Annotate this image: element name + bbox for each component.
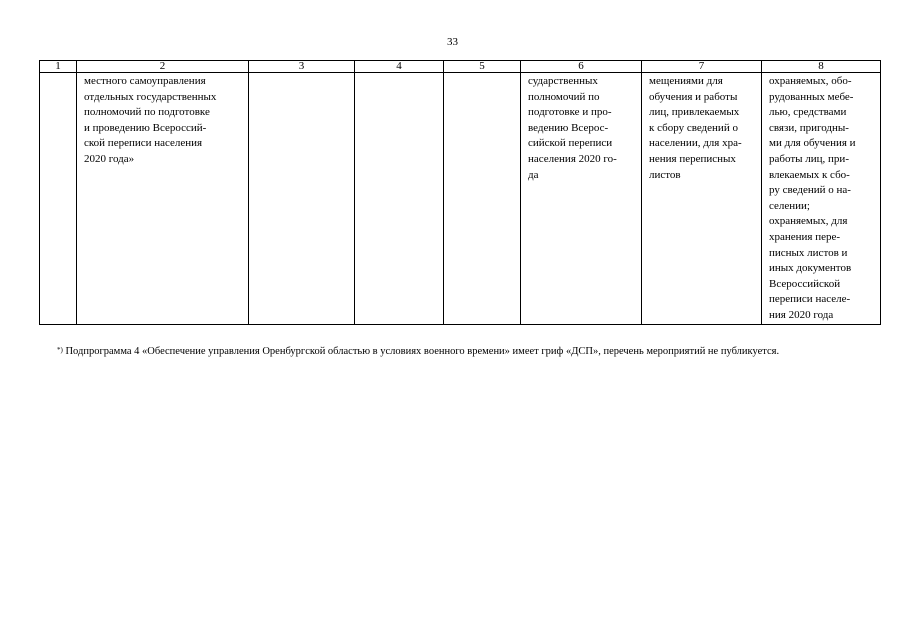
cell-text-line: населения 2020 го- bbox=[528, 152, 617, 165]
cell-text-line: подготовке и про- bbox=[528, 106, 612, 119]
column-header: 3 bbox=[249, 61, 355, 73]
cell-text-line: листов bbox=[649, 168, 681, 181]
cell-text-line: лиц, привлекаемых bbox=[649, 106, 740, 119]
table-cell bbox=[249, 73, 355, 325]
cell-text-line: охраняемых, для bbox=[769, 215, 848, 228]
table-cell bbox=[355, 73, 444, 325]
footnote-text: Подпрограмма 4 «Обеспечение управления Оренбургской областью в условиях военного времени» имеет гриф «ДСП», перечень мероприятий не публикуется. bbox=[65, 346, 780, 357]
cell-text-line: местного самоуправления bbox=[84, 75, 206, 87]
column-header: 4 bbox=[355, 61, 444, 73]
cell-text-line: селении; bbox=[769, 199, 810, 212]
cell-text-line: к сбору сведений о bbox=[649, 121, 738, 134]
table-row bbox=[40, 73, 881, 325]
table-cell bbox=[762, 73, 881, 325]
cell-text-line: ми для обучения и bbox=[769, 137, 856, 150]
cell-text-line: Всероссийской bbox=[769, 277, 841, 290]
cell-text-line: да bbox=[528, 168, 539, 181]
cell-text-line: ния 2020 года bbox=[769, 308, 834, 321]
cell-text-line: полномочий по подготовке bbox=[84, 106, 210, 119]
document-table bbox=[39, 60, 881, 325]
table-cell bbox=[642, 73, 762, 325]
footnote bbox=[57, 346, 779, 358]
column-header: 1 bbox=[40, 61, 77, 73]
cell-text-line: сийской переписи bbox=[528, 137, 613, 150]
column-header: 5 bbox=[444, 61, 521, 73]
table-cell bbox=[40, 73, 77, 325]
cell-text-line: лью, средствами bbox=[769, 106, 847, 119]
table-cell bbox=[521, 73, 642, 325]
cell-text-line: населении, для хра- bbox=[649, 137, 742, 150]
cell-text-line: и проведению Всероссий- bbox=[84, 121, 207, 134]
column-header: 7 bbox=[642, 61, 762, 73]
footnote-marker: *) bbox=[57, 346, 63, 354]
cell-text-line: иных документов bbox=[769, 262, 852, 275]
cell-text-line: связи, пригодны- bbox=[769, 121, 849, 134]
table-cell bbox=[77, 73, 249, 325]
cell-text-line: писных листов и bbox=[769, 246, 848, 259]
cell-text-line: полномочий по bbox=[528, 90, 600, 103]
cell-text-line: нения переписных bbox=[649, 152, 736, 165]
cell-text-line: охраняемых, обо- bbox=[769, 75, 852, 87]
cell-text-line: рудованных мебе- bbox=[769, 90, 854, 103]
cell-text-line: сударственных bbox=[528, 75, 598, 87]
cell-text-line: работы лиц, при- bbox=[769, 152, 849, 165]
cell-text-line: обучения и работы bbox=[649, 90, 738, 103]
cell-text-line: мещениями для bbox=[649, 75, 723, 87]
column-header: 2 bbox=[77, 61, 249, 73]
cell-text-line: переписи населе- bbox=[769, 293, 851, 306]
cell-text-line: ской переписи населения bbox=[84, 137, 203, 150]
cell-text-line: отдельных государственных bbox=[84, 90, 217, 103]
table-header-row bbox=[40, 61, 881, 73]
cell-text-line: 2020 года» bbox=[84, 152, 135, 165]
cell-text-line: ру сведений о на- bbox=[769, 184, 851, 197]
column-header: 8 bbox=[762, 61, 881, 73]
page-number: 33 bbox=[447, 36, 458, 48]
cell-text-line: хранения пере- bbox=[769, 230, 841, 243]
column-header: 6 bbox=[521, 61, 642, 73]
cell-text-line: влекаемых к сбо- bbox=[769, 168, 850, 181]
table-cell bbox=[444, 73, 521, 325]
cell-text-line: ведению Всерос- bbox=[528, 121, 609, 134]
